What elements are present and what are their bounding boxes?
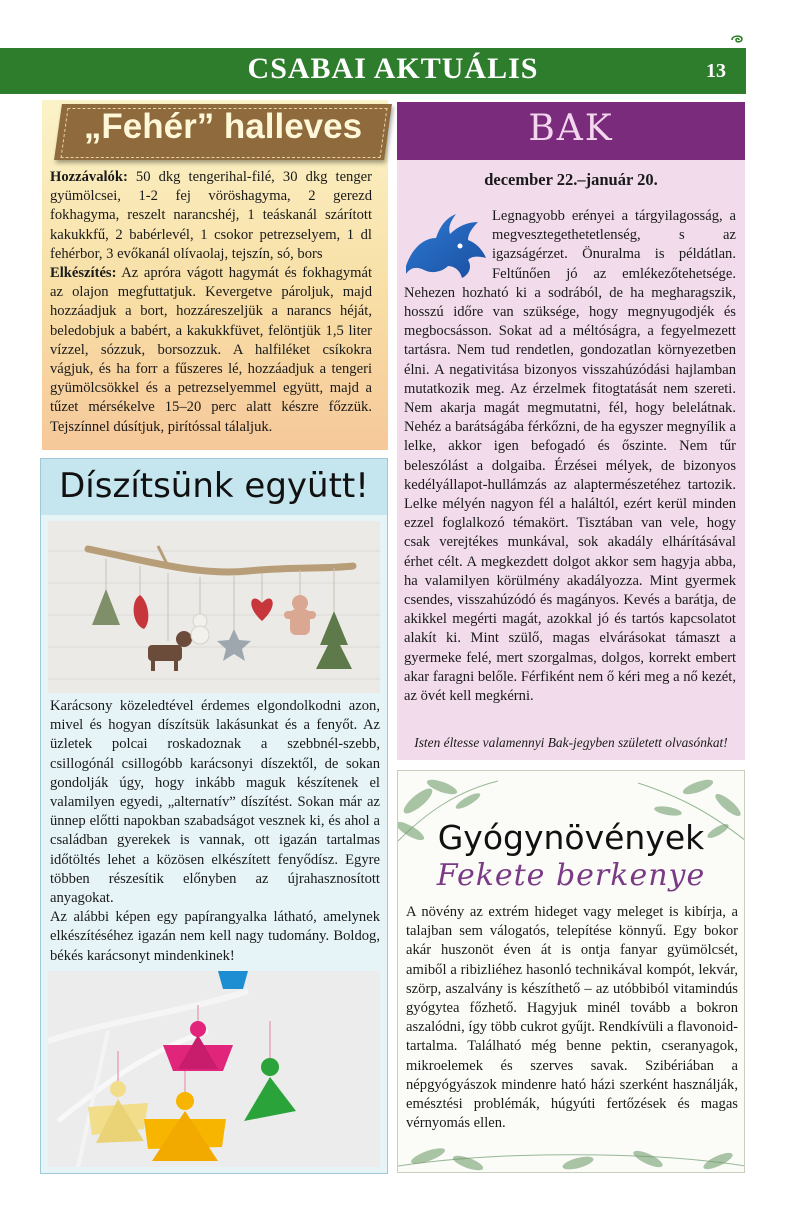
herbs-subtitle: Fekete berkenye bbox=[436, 858, 706, 893]
decor-paragraph-1: Karácsony közeledtével érdemes elgondolkodni azon, mivel és hogyan díszítsük lakásunkat és a fenyőt. Az üzletek polcai roskadoznak a szebbnél-szebb, csillogónál csillogóbb karácsonyi díszektől, de sokan gondolják úgy, hogy inkább maguk készítenek el valamilyen egyedi, „alternatív” díszítést. Sokan már az ünnep előtti napokban szabadságot vesznek ki, és ahol a családban gyerekek is vannak, ott igazán tartalmas időtöltés lehet a közösen elkészített fenyődísz. Egyre többen részesítik előnyben az újrahasznosított anyagokat. bbox=[50, 698, 380, 907]
method-text: Az apróra vágott hagymát és fokhagymát az olajon megfuttatjuk. Kevergetve pároljuk, majd hozzáadjuk a bort, hozzáreszeljük a narancs héját, beledobjuk a babért, a kakukkfüvet, felöntjük 1,5 liter vízzel, sózzuk, borsozzuk. A halfiléket csíkokra vágjuk, és ha forr a fűszeres lé, hozzáadjuk a tengeri gyümölcsökkel és a petrezselyemmel együtt, majd a tűzet mérsékelve 15–20 perc alatt készre főzzük. Tejszínnel dúsítjuk, pirítóssal tálaljuk. bbox=[50, 265, 373, 435]
decor-paragraph-2: Az alábbi képen egy papírangyalka látható, amelynek elkészítéséhez igazán nem kell nagy tudomány. Boldog, békés karácsonyt mindenkinek! bbox=[50, 909, 380, 964]
capricorn-closing: Isten éltesse valamennyi Bak-jegyben született olvasónkat! bbox=[414, 735, 728, 750]
soup-recipe-text bbox=[50, 168, 372, 437]
ornament-branch-photo bbox=[48, 521, 380, 693]
swirl-icon bbox=[730, 34, 744, 44]
herbs-title: Gyógynövények bbox=[437, 818, 705, 857]
decor-article-text bbox=[50, 697, 380, 966]
decor-title: Díszítsünk együtt! bbox=[59, 466, 369, 506]
method-label: Elkészítés: bbox=[50, 265, 117, 282]
herbs-article-text: A növény az extrém hideget vagy meleget is kibírja, a talajban sem válogatós, telepítése könnyű. Egy bokor akár huszonöt éven át is ontja fanyar gyümölcsét, amiből a ribizliéhez hasonló technikával kompót, lekvár, szörp, aszalvány is készíthető – az utóbbiból vitamindús gyógytea főzhető. Hagyjuk minél tovább a bokron aszalódni, így több cukrot gyűjt. Rendkívüli a flavonoid-tartalma. Található még benne pektin, cseranyagok, mikroelemek és szerves savak. Szibériában a népgyógyászok mindenre ható házi szerként használják, emésztési problémák, húgyúti fertőzések és magas vérnyomás ellen. bbox=[406, 904, 738, 1132]
ingredients-label: Hozzávalók: bbox=[50, 169, 128, 185]
capricorn-paragraph: Legnagyobb erényei a tárgyilagosság, a megvesztegethetetlenség, s az igazságérzet. Önuralma is példátlan. Feltűnően jó az emlékezőtehetsége. Nehezen hozható ki a sodrából, de ha megharagszik, hosszú időre van szüksége, hogy megnyugodjék és megbocsásson. Sokat ad a méltóságra, a fegyelmezett tartásra. Nem tud rendetlen, gondozatlan környezetben élni. A negativitása bizonyos visszahúzódási hajlamban mutatkozik meg. Az érzelmek fitogtatását nem szereti. Nem akarja magát megmutatni, fél, hogy belelátnak. Nehéz a barátságába férkőzni, de ha egyszer megnyílik a lelke, akkor igen befogadó és őszinte. Nem tűr beleszólást a dolgaiba. Érzései mélyek, de bizonyos kedélyállapot-hullámzás az alaptermészetéhez tartozik. Lelke mélyén nagyon fél a haláltól, ezért kerül minden ezzel foglalkozó témakört. Tisztában van vele, hogy csak verejtékes munkával, sok akadály elhárításával érhet célt. A megkezdett dolgot akkor sem hagyja abba, ha valamilyen körülmény akadályozza. Mint gyermek csendes, visszahúzódó és magányos. Kevés a barátja, de akikkel megérti magát, azokkal jó és tartós kapcsolatot alakít ki. Mint szülő, magas elvárásokat támaszt a gyermeke felé, mert szorgalmas, dolgos, korrekt embert akar faragni belőle. Férfiként nem ő kéri meg a nő kezét, az övét kell megkérni. bbox=[404, 208, 736, 705]
soup-title: „Fehér” halleves bbox=[83, 107, 363, 146]
capricorn-dates: december 22.–január 20. bbox=[484, 170, 658, 189]
capricorn-horoscope-text bbox=[404, 207, 736, 706]
capricorn-title: BAK bbox=[528, 108, 614, 149]
page-number: 13 bbox=[706, 60, 726, 82]
magazine-title: CSABAI AKTUÁLIS bbox=[247, 52, 539, 85]
paper-angel-photo bbox=[48, 971, 380, 1167]
ingredients-text: 50 dkg tengerihal-filé, 30 dkg tenger gyümölcsei, 1-2 fej vöröshagyma, 2 gerezd fokhagyma, reszelt narancshéj, 1 teáskanál szárított kakukkfű, 2 babérlevél, 1 csokor petrezselyem, 1 dl fehérbor, 3 evőkanál olívaolaj, tejszín, só, bors bbox=[50, 169, 372, 262]
